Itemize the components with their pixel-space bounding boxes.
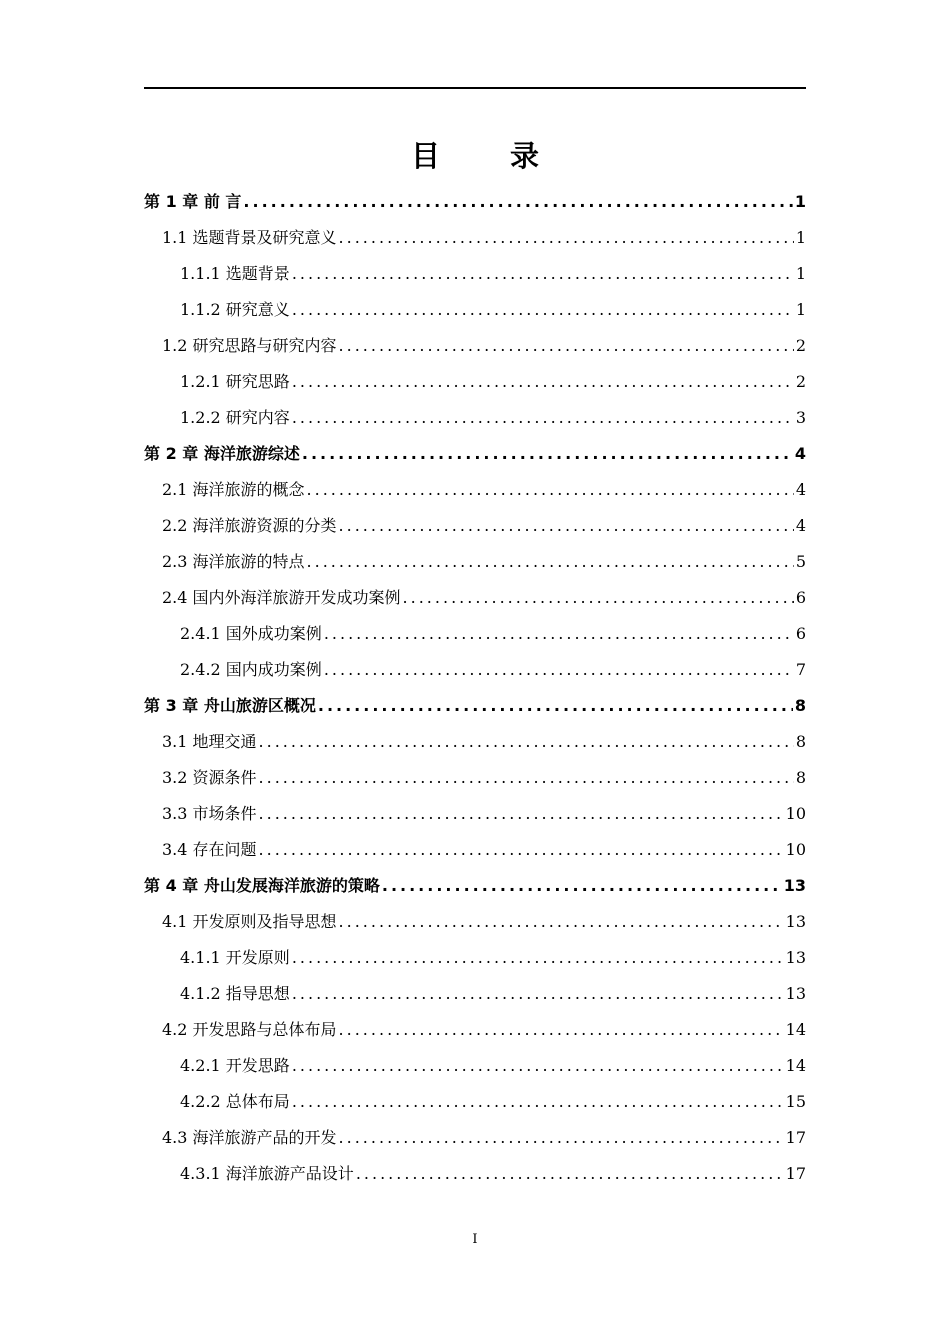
toc-leader-dots [339,328,794,364]
toc-entry[interactable] [144,652,806,688]
toc-entry[interactable] [144,1084,806,1120]
toc-entry-page: 7 [795,660,806,679]
toc-entry-page: 14 [785,1056,806,1075]
toc-entry-label: 第 1 章 前 言 [144,192,242,211]
toc-leader-dots [243,184,792,220]
toc-entry-label: 1.2.2 研究内容 [180,408,290,427]
toc-leader-dots [292,1084,784,1120]
toc-entry-page: 3 [795,408,806,427]
toc-entry[interactable] [144,904,806,940]
toc-entry-label: 3.3 市场条件 [162,804,257,823]
toc-entry-label: 4.1.2 指导思想 [180,984,290,1003]
toc-leader-dots [302,436,793,472]
toc-leader-dots [292,400,794,436]
toc-entry[interactable] [144,724,806,760]
toc-entry[interactable] [144,400,806,436]
toc-leader-dots [292,364,794,400]
toc-entry[interactable] [144,220,806,256]
toc-entry[interactable] [144,616,806,652]
toc-entry-page: 13 [785,912,806,931]
toc-entry-label: 3.4 存在问题 [162,840,257,859]
page-title: 目 录 [410,139,570,173]
toc-entry-label: 2.4 国内外海洋旅游开发成功案例 [162,588,401,607]
toc-entry-label: 1.1.1 选题背景 [180,264,290,283]
toc-entry[interactable] [144,1048,806,1084]
table-of-contents [144,184,806,1192]
toc-entry-label: 4.2 开发思路与总体布局 [162,1020,337,1039]
toc-entry-page: 13 [785,984,806,1003]
toc-entry-page: 4 [794,444,806,463]
toc-entry-page: 6 [795,624,806,643]
toc-entry[interactable] [144,508,806,544]
toc-entry-label: 1.1.2 研究意义 [180,300,290,319]
toc-entry-page: 10 [785,840,806,859]
toc-entry-label: 4.2.1 开发思路 [180,1056,290,1075]
toc-entry-page: 14 [785,1020,806,1039]
toc-entry[interactable] [144,1156,806,1192]
toc-entry-label: 2.4.2 国内成功案例 [180,660,322,679]
toc-entry[interactable] [144,292,806,328]
toc-leader-dots [356,1156,784,1192]
toc-leader-dots [339,220,794,256]
toc-entry-label: 2.1 海洋旅游的概念 [162,480,305,499]
toc-leader-dots [292,976,784,1012]
toc-entry-label: 4.2.2 总体布局 [180,1092,290,1111]
toc-leader-dots [292,256,794,292]
toc-leader-dots [259,832,784,868]
toc-entry[interactable] [144,364,806,400]
toc-entry[interactable] [144,184,806,220]
toc-entry[interactable] [144,868,806,904]
toc-entry-label: 2.2 海洋旅游资源的分类 [162,516,337,535]
toc-entry[interactable] [144,472,806,508]
toc-leader-dots [292,1048,784,1084]
toc-leader-dots [339,508,794,544]
toc-entry-label: 4.3.1 海洋旅游产品设计 [180,1164,354,1183]
toc-leader-dots [382,868,782,904]
toc-leader-dots [318,688,793,724]
toc-entry-label: 3.2 资源条件 [162,768,257,787]
toc-leader-dots [259,724,794,760]
toc-entry-page: 10 [785,804,806,823]
toc-leader-dots [292,292,794,328]
toc-entry[interactable] [144,832,806,868]
toc-entry-page: 4 [795,516,806,535]
toc-leader-dots [324,616,794,652]
toc-entry[interactable] [144,328,806,364]
toc-entry[interactable] [144,976,806,1012]
toc-entry-page: 8 [795,768,806,787]
toc-entry-page: 15 [785,1092,806,1111]
toc-entry-label: 1.2.1 研究思路 [180,372,290,391]
toc-leader-dots [259,760,794,796]
toc-leader-dots [339,1012,784,1048]
toc-entry-label: 1.1 选题背景及研究意义 [162,228,337,247]
toc-leader-dots [307,472,794,508]
toc-entry-page: 13 [783,876,806,895]
toc-entry[interactable] [144,760,806,796]
toc-entry-label: 4.1 开发原则及指导思想 [162,912,337,931]
toc-leader-dots [292,940,784,976]
toc-leader-dots [324,652,794,688]
toc-entry-page: 17 [785,1164,806,1183]
toc-entry[interactable] [144,688,806,724]
toc-entry-page: 2 [795,336,806,355]
toc-entry-page: 13 [785,948,806,967]
toc-entry-page: 6 [795,588,806,607]
toc-entry[interactable] [144,436,806,472]
toc-entry-page: 2 [795,372,806,391]
toc-entry-label: 第 4 章 舟山发展海洋旅游的策略 [144,876,380,895]
toc-entry[interactable] [144,1012,806,1048]
toc-entry-label: 4.1.1 开发原则 [180,948,290,967]
toc-entry-label: 2.4.1 国外成功案例 [180,624,322,643]
toc-leader-dots [307,544,794,580]
toc-entry-label: 3.1 地理交通 [162,732,257,751]
toc-entry-page: 8 [794,696,806,715]
footer-page-number: I [472,1232,478,1247]
toc-entry-page: 4 [795,480,806,499]
toc-entry-label: 第 3 章 舟山旅游区概况 [144,696,316,715]
toc-entry[interactable] [144,1120,806,1156]
toc-entry-page: 1 [794,192,806,211]
toc-leader-dots [339,1120,784,1156]
toc-entry[interactable] [144,580,806,616]
toc-entry-label: 第 2 章 海洋旅游综述 [144,444,300,463]
toc-entry-page: 5 [795,552,806,571]
toc-entry-label: 1.2 研究思路与研究内容 [162,336,337,355]
toc-entry-page: 1 [795,264,806,283]
toc-leader-dots [339,904,784,940]
toc-entry-page: 1 [795,228,806,247]
toc-entry[interactable] [144,256,806,292]
toc-entry-label: 2.3 海洋旅游的特点 [162,552,305,571]
toc-leader-dots [403,580,794,616]
toc-entry[interactable] [144,544,806,580]
header-rule [144,87,806,89]
toc-entry-label: 4.3 海洋旅游产品的开发 [162,1128,337,1147]
toc-leader-dots [259,796,784,832]
toc-entry[interactable] [144,940,806,976]
toc-entry[interactable] [144,796,806,832]
toc-entry-page: 1 [795,300,806,319]
toc-entry-page: 17 [785,1128,806,1147]
toc-entry-page: 8 [795,732,806,751]
